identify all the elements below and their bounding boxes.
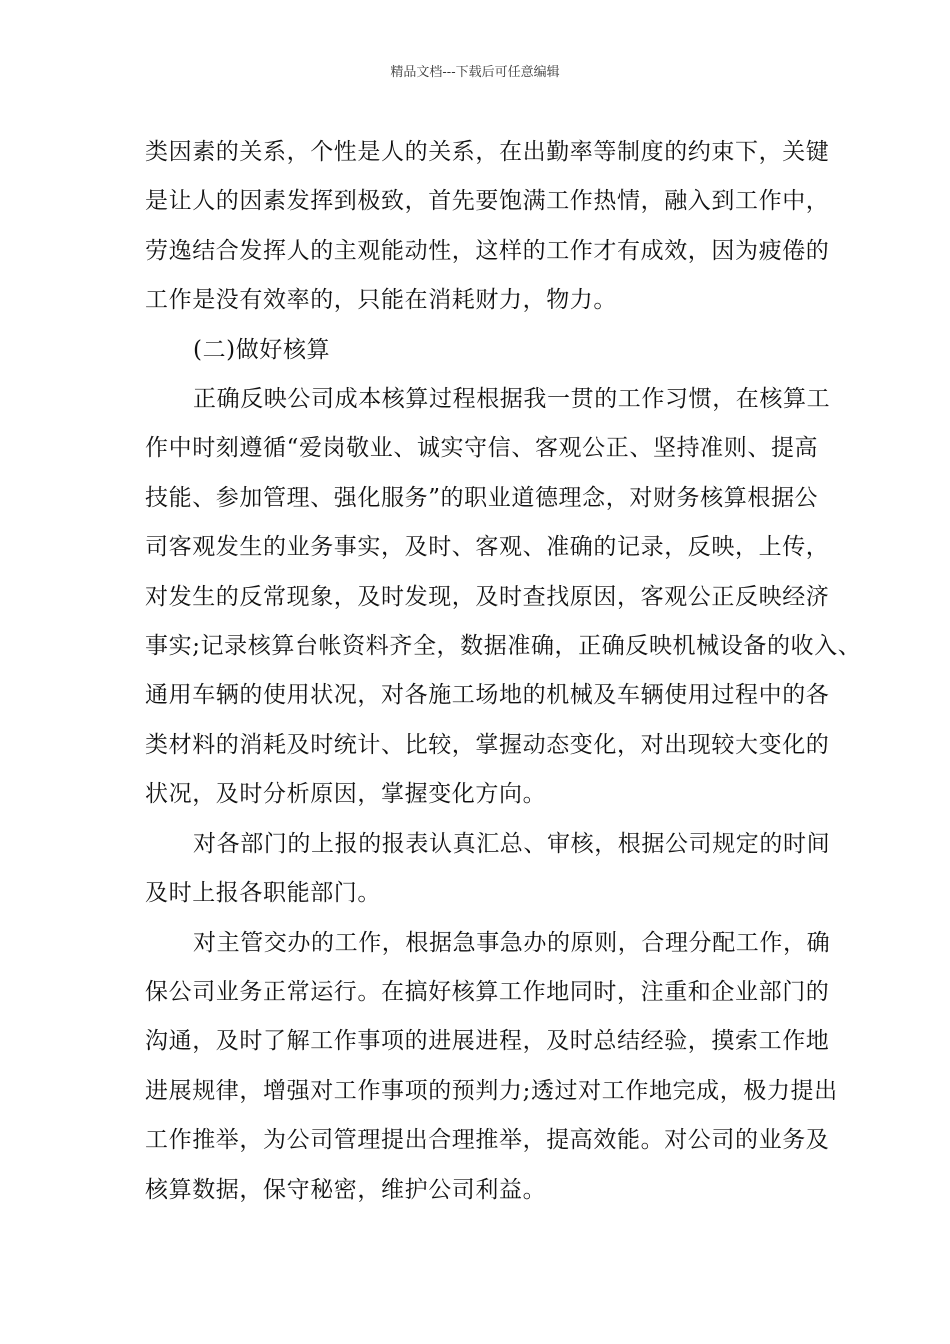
text-line: 类因素的关系，个性是人的关系，在出勤率等制度的约束下，关键 xyxy=(145,139,830,165)
text-line: 及时上报各职能部门。 xyxy=(145,880,381,907)
text-line: 对各部门的上报的报表认真汇总、审核，根据公司规定的时间 xyxy=(193,830,831,857)
page-header: 精品文档---下载后可任意编辑 xyxy=(390,65,560,80)
document-body xyxy=(145,128,862,1215)
text-line: 正确反映公司成本核算过程根据我一贯的工作习惯，在核算工 xyxy=(193,386,831,413)
text-line: 工作是没有效率的，只能在消耗财力，物力。 xyxy=(145,287,617,314)
text-line: 是让人的因素发挥到极致，首先要饱满工作热情，融入到工作中， xyxy=(145,188,830,215)
text-line: 通用车辆的使用状况，对各施工场地的机械及车辆使用过程中的各 xyxy=(145,682,830,709)
text-line: 沟通，及时了解工作事项的进展进程，及时总结经验，摸索工作地 xyxy=(145,1028,830,1055)
text-line: (二)做好核算 xyxy=(193,336,331,363)
text-line: 保公司业务正常运行。在搞好核算工作地同时，注重和企业部门的 xyxy=(145,978,830,1005)
text-line: 进展规律，增强对工作事项的预判力;透过对工作地完成，极力提出 xyxy=(145,1077,838,1104)
text-line: 劳逸结合发挥人的主观能动性，这样的工作才有成效，因为疲倦的 xyxy=(145,237,830,264)
section-heading xyxy=(145,326,825,375)
text-line: 事实;记录核算台帐资料齐全，数据准确，正确反映机械设备的收入、 xyxy=(145,633,862,660)
text-line: 类材料的消耗及时统计、比较，掌握动态变化，对出现较大变化的 xyxy=(145,731,830,758)
text-line: 对发生的反常现象，及时发现，及时查找原因，客观公正反映经济 xyxy=(145,583,830,610)
paragraph xyxy=(145,919,838,1215)
text-line: 工作推举，为公司管理提出合理推举，提高效能。对公司的业务及 xyxy=(145,1127,830,1154)
paragraph xyxy=(145,820,831,919)
text-line: 状况，及时分析原因，掌握变化方向。 xyxy=(145,781,547,808)
text-line: 技能、参加管理、强化服务”的职业道德理念，对财务核算根据公 xyxy=(145,484,819,511)
text-line: 对主管交办的工作，根据急事急办的原则，合理分配工作，确 xyxy=(193,929,831,956)
text-line: 司客观发生的业务事实，及时、客观、准确的记录，反映，上传， xyxy=(145,534,830,561)
text-line: 核算数据，保守秘密，维护公司利益。 xyxy=(145,1176,547,1203)
text-line: 作中时刻遵循“爱岗敬业、诚实守信、客观公正、坚持准则、提高 xyxy=(145,435,819,462)
paragraph xyxy=(145,128,830,326)
paragraph xyxy=(145,375,862,820)
